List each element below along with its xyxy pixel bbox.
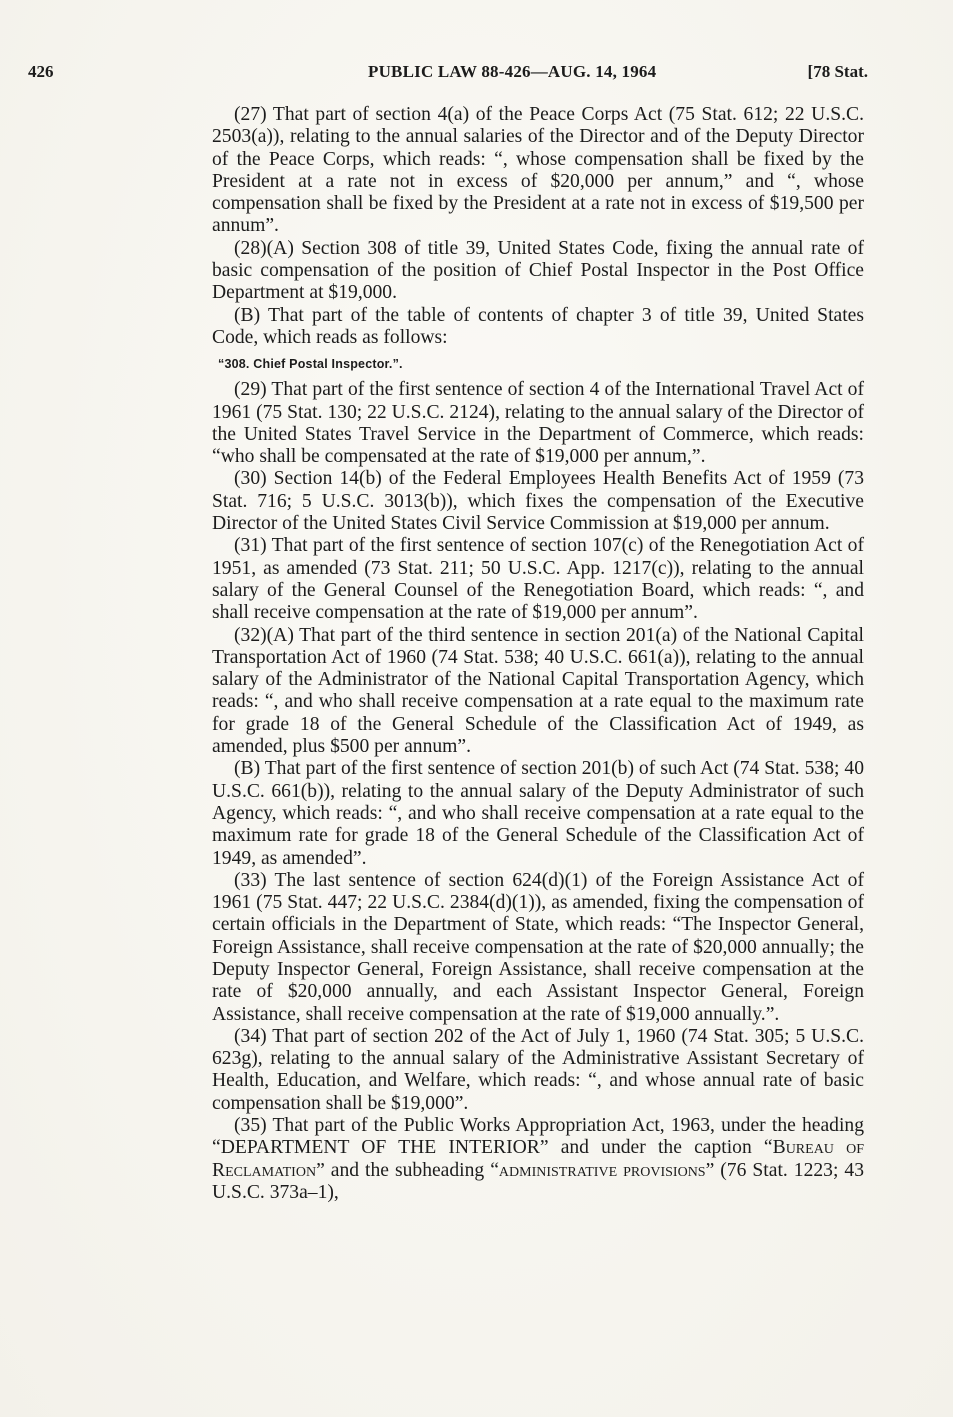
paragraph-31: (31) That part of the first sentence of section 107(c) of the Renegotiation Act of 1951, as amended (73 Stat. 211; 50 U.S.C. App. 1217(c)), relating to the annual salary of the General Counsel of the Renegotiation Board, which reads: “, and shall receive compensation at the rate of $19,000 per annum”. (212, 535, 864, 624)
caption-bureau-of-reclamation: Bureau of Reclamation (212, 1137, 864, 1181)
paragraph-28a: (28)(A) Section 308 of title 39, United States Code, fixing the annual rate of basic compensation of the position of Chief Postal Inspector in the Post Office Department at $19,000. (212, 237, 864, 304)
paragraph-32b: (B) That part of the first sentence of section 201(b) of such Act (74 Stat. 538; 40 U.S.C. 661(b)), relating to the annual salary of the Deputy Administrator of such Agency, which reads: “, and who shall receive compensation at a rate equal to the maximum rate for grade 18 of the General Schedule of the Classification Act of 1949, as amended”. (212, 758, 864, 869)
table-of-contents-entry: “308. Chief Postal Inspector.”. (218, 357, 403, 372)
paragraph-34: (34) That part of section 202 of the Act of July 1, 1960 (74 Stat. 305; 5 U.S.C. 623g), relating to the annual salary of the Administrative Assistant Secretary of Health, Education, and Welfare, which reads: “, and whose annual rate of basic compensation shall be $19,000”. (212, 1025, 864, 1114)
paragraph-30: (30) Section 14(b) of the Federal Employees Health Benefits Act of 1959 (73 Stat. 716; 5 U.S.C. 3013(b)), which fixes the compensation of the Executive Director of the United States Civil Service Commission at $19,000 per annum. (212, 468, 864, 535)
paragraph-35-part1: (35) That part of the Public Works Appropriation Act, 1963, under the heading “DEPARTMENT OF THE INTERIOR” and under the caption “ (212, 1115, 864, 1159)
paragraph-35-part2: ” and the subheading “ (316, 1159, 499, 1181)
paragraph-35 (212, 1115, 864, 1204)
paragraph-28b: (B) That part of the table of contents of chapter 3 of title 39, United States Code, which reads as follows: (212, 304, 864, 348)
page-number: 426 (28, 62, 54, 81)
statute-reference: [78 Stat. (807, 62, 868, 81)
document-body (212, 104, 864, 1204)
paragraph-32a: (32)(A) That part of the third sentence in section 201(a) of the National Capital Transportation Act of 1960 (74 Stat. 538; 40 U.S.C. 661(a)), relating to the annual salary of the Administrator of the National Capital Transportation Agency, which reads: “, and who shall receive compensation at a rate equal to the maximum rate for grade 18 of the General Schedule of the Classification Act of 1949, as amended, plus $500 per annum”. (212, 624, 864, 758)
paragraph-33: (33) The last sentence of section 624(d)(1) of the Foreign Assistance Act of 1961 (75 Stat. 447; 22 U.S.C. 2384(d)(1)), as amended, fixing the compensation of certain officials in the Department of State, which reads: “The Inspector General, Foreign Assistance, shall receive compensation at the rate of $20,000 annually; the Deputy Inspector General, Foreign Assistance, shall receive compensation at the rate of $20,000 annually, and each Assistant Inspector General, Foreign Assistance, shall receive compensation at the rate of $19,000 annually.”. (212, 869, 864, 1025)
paragraph-29: (29) That part of the first sentence of section 4 of the International Travel Act of 1961 (75 Stat. 130; 22 U.S.C. 2124), relating to the annual salary of the Director of the United States Travel Service in the Department of Commerce, which reads: “who shall be compensated at the rate of $19,000 per annum,”. (212, 379, 864, 468)
paragraph-27: (27) That part of section 4(a) of the Peace Corps Act (75 Stat. 612; 22 U.S.C. 2503(a)), relating to the annual salaries of the Director and of the Deputy Director of the Peace Corps, which reads: “, whose compensation shall be fixed by the President at a rate not in excess of $20,000 per annum,” and “, whose compensation shall be fixed by the President at a rate not in excess of $19,500 per annum”. (212, 104, 864, 237)
page-header (28, 62, 868, 92)
running-title: PUBLIC LAW 88-426—AUG. 14, 1964 (368, 62, 657, 81)
subheading-administrative-provisions: administrative provisions (498, 1159, 706, 1181)
paragraph-35-part3: ” (76 Stat. 1223; 43 U.S.C. 373a–1), (212, 1159, 864, 1203)
